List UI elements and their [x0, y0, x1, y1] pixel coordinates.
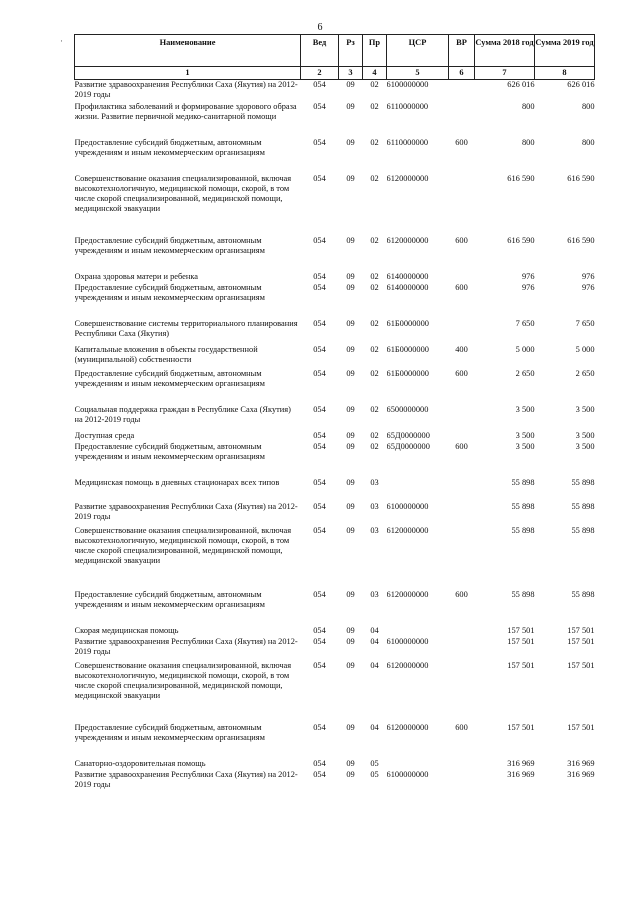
- cell-sum-2018: 7 650: [515, 318, 535, 328]
- cell-vr: [449, 759, 475, 770]
- cell-ved: 054: [313, 636, 326, 646]
- cell-name: Капитальные вложения в объекты государственной (муниципальной) собственности: [74, 344, 258, 364]
- cell-pr: 02: [370, 368, 379, 378]
- header-ved: Вед: [301, 35, 339, 67]
- cell-name: Санаторно-оздоровительная помощь: [74, 758, 206, 768]
- cell-rz: 09: [346, 137, 355, 147]
- cell-sum-2019: 976: [581, 282, 595, 292]
- cell-ved: 054: [313, 318, 326, 328]
- cell-rz: 09: [346, 525, 355, 535]
- cell-name: Предоставление субсидий бюджетным, автономным учреждениям и иным некоммерческим организациям: [74, 722, 265, 742]
- cell-vr: [449, 502, 475, 526]
- cell-sum-2018: 316 969: [507, 769, 535, 779]
- cell-rz: 09: [346, 368, 355, 378]
- cell-csr: 65Д0000000: [386, 430, 430, 440]
- cell-sum-2018: 616 590: [507, 173, 535, 183]
- cell-rz: 09: [346, 404, 355, 414]
- cell-ved: 054: [313, 525, 326, 535]
- cell-csr: 6100000000: [386, 501, 429, 511]
- header-num-7: 7: [475, 67, 535, 80]
- cell-sum-2018: 157 501: [507, 625, 535, 635]
- cell-sum-2018: 55 898: [511, 501, 535, 511]
- cell-sum-2019: 316 969: [567, 769, 595, 779]
- table-row: [75, 590, 595, 626]
- cell-vr: [449, 637, 475, 661]
- cell-vr: [449, 626, 475, 637]
- cell-ved: 054: [313, 173, 326, 183]
- cell-pr: 02: [370, 271, 379, 281]
- cell-rz: 09: [346, 758, 355, 768]
- cell-pr: 04: [370, 636, 379, 646]
- cell-csr: 6100000000: [386, 80, 429, 89]
- cell-csr: 6140000000: [386, 271, 429, 281]
- cell-pr: 02: [370, 441, 379, 451]
- cell-name: Предоставление субсидий бюджетным, автономным учреждениям и иным некоммерческим организациям: [74, 368, 265, 388]
- cell-sum-2019: 55 898: [571, 589, 595, 599]
- cell-pr: 02: [370, 235, 379, 245]
- cell-ved: 054: [313, 368, 326, 378]
- table-row: [75, 369, 595, 405]
- table-row: [75, 626, 595, 637]
- cell-rz: 09: [346, 318, 355, 328]
- cell-sum-2018: 800: [521, 101, 535, 111]
- cell-name: Развитие здравоохранения Республики Саха (Якутия) на 2012-2019 годы: [74, 769, 298, 789]
- budget-table: [74, 34, 595, 792]
- table-row: [75, 138, 595, 174]
- cell-sum-2018: 55 898: [511, 525, 535, 535]
- cell-ved: 054: [313, 137, 326, 147]
- cell-name: Предоставление субсидий бюджетным, автономным учреждениям и иным некоммерческим организациям: [74, 589, 265, 609]
- cell-ved: 054: [313, 758, 326, 768]
- cell-sum-2018: 157 501: [507, 636, 535, 646]
- cell-pr: 03: [370, 525, 379, 535]
- cell-name: Предоставление субсидий бюджетным, автономным учреждениям и иным некоммерческим организациям: [74, 441, 265, 461]
- cell-rz: 09: [346, 625, 355, 635]
- header-sum-2018: Сумма 2018 год: [475, 35, 535, 67]
- cell-csr: [387, 759, 449, 770]
- table-row: [75, 272, 595, 283]
- cell-ved: 054: [313, 235, 326, 245]
- cell-ved: 054: [313, 404, 326, 414]
- table-row: [75, 405, 595, 431]
- header-row: [75, 35, 595, 67]
- cell-pr: 02: [370, 137, 379, 147]
- cell-rz: 09: [346, 271, 355, 281]
- margin-mark: ·: [60, 36, 63, 46]
- cell-ved: 054: [313, 769, 326, 779]
- table-row: [75, 770, 595, 792]
- cell-sum-2018: 157 501: [507, 660, 535, 670]
- cell-sum-2018: 800: [521, 137, 535, 147]
- cell-sum-2019: 626 016: [567, 80, 595, 89]
- cell-name: Скорая медицинская помощь: [74, 625, 179, 635]
- cell-name: Медицинская помощь в дневных стационарах всех типов: [74, 477, 280, 487]
- cell-ved: 054: [313, 80, 326, 89]
- cell-sum-2018: 626 016: [507, 80, 535, 89]
- header-num-6: 6: [449, 67, 475, 80]
- header-name: Наименование: [75, 35, 301, 67]
- cell-rz: 09: [346, 344, 355, 354]
- cell-vr: [449, 319, 475, 345]
- header-num-2: 2: [301, 67, 339, 80]
- cell-sum-2018: 3 500: [515, 404, 535, 414]
- table-row: [75, 723, 595, 759]
- cell-csr: 6110000000: [386, 101, 429, 111]
- table-row: [75, 759, 595, 770]
- header-vr: ВР: [449, 35, 475, 67]
- cell-vr: [449, 478, 475, 502]
- cell-sum-2019: 157 501: [567, 636, 595, 646]
- cell-pr: 05: [370, 758, 379, 768]
- cell-rz: 09: [346, 477, 355, 487]
- cell-rz: 09: [346, 636, 355, 646]
- cell-sum-2019: 800: [581, 101, 595, 111]
- cell-pr: 02: [370, 344, 379, 354]
- cell-rz: 09: [346, 235, 355, 245]
- cell-ved: 054: [313, 589, 326, 599]
- cell-sum-2019: 55 898: [571, 501, 595, 511]
- cell-rz: 09: [346, 501, 355, 511]
- cell-pr: 02: [370, 173, 379, 183]
- cell-rz: 09: [346, 660, 355, 670]
- table-row: [75, 102, 595, 138]
- cell-vr: 600: [455, 589, 468, 599]
- cell-vr: [449, 770, 475, 792]
- cell-vr: [449, 431, 475, 442]
- cell-csr: 6120000000: [386, 525, 429, 535]
- cell-sum-2018: 3 500: [515, 441, 535, 451]
- cell-sum-2019: 316 969: [567, 758, 595, 768]
- table-row: [75, 661, 595, 723]
- cell-vr: [449, 405, 475, 431]
- cell-ved: 054: [313, 722, 326, 732]
- cell-vr: 600: [455, 722, 468, 732]
- cell-vr: [449, 102, 475, 138]
- cell-pr: 03: [370, 589, 379, 599]
- cell-vr: [449, 80, 475, 102]
- cell-ved: 054: [313, 344, 326, 354]
- cell-csr: 6120000000: [386, 589, 429, 599]
- cell-csr: 61Б0000000: [386, 318, 429, 328]
- header-csr: ЦСР: [387, 35, 449, 67]
- cell-csr: 65Д0000000: [386, 441, 430, 451]
- header-num-3: 3: [339, 67, 363, 80]
- cell-sum-2018: 55 898: [511, 477, 535, 487]
- cell-vr: 600: [455, 368, 468, 378]
- cell-rz: 09: [346, 589, 355, 599]
- table-row: [75, 502, 595, 526]
- cell-csr: 61Б0000000: [386, 368, 429, 378]
- cell-pr: 05: [370, 769, 379, 779]
- cell-sum-2018: 616 590: [507, 235, 535, 245]
- cell-sum-2019: 800: [581, 137, 595, 147]
- cell-csr: 6100000000: [386, 769, 429, 779]
- header-number-row: [75, 67, 595, 80]
- cell-sum-2019: 7 650: [575, 318, 595, 328]
- cell-vr: 600: [455, 235, 468, 245]
- cell-csr: 6120000000: [386, 660, 429, 670]
- cell-rz: 09: [346, 722, 355, 732]
- cell-pr: 04: [370, 625, 379, 635]
- cell-name: Предоставление субсидий бюджетным, автономным учреждениям и иным некоммерческим организациям: [74, 282, 265, 302]
- cell-ved: 054: [313, 660, 326, 670]
- cell-pr: 03: [370, 501, 379, 511]
- cell-csr: 6110000000: [386, 137, 429, 147]
- cell-rz: 09: [346, 173, 355, 183]
- cell-csr: 6120000000: [386, 235, 429, 245]
- cell-vr: [449, 661, 475, 723]
- cell-sum-2018: 55 898: [511, 589, 535, 599]
- cell-csr: 6120000000: [386, 173, 429, 183]
- cell-sum-2019: 3 500: [575, 430, 595, 440]
- cell-pr: 02: [370, 101, 379, 111]
- cell-rz: 09: [346, 282, 355, 292]
- cell-name: Социальная поддержка граждан в Республике Саха (Якутия) на 2012-2019 годы: [74, 404, 291, 424]
- cell-name: Совершенствование оказания специализированной, включая высокотехнологичную, медицинской помощи, скорой, в том числе скорой специализированной, медицинской помощи, медицинской эвакуации: [74, 660, 292, 700]
- page-number: 6: [317, 22, 323, 33]
- cell-sum-2019: 3 500: [575, 404, 595, 414]
- table-row: [75, 236, 595, 272]
- cell-name: Развитие здравоохранения Республики Саха (Якутия) на 2012-2019 годы: [74, 80, 298, 99]
- header-num-1: 1: [75, 67, 301, 80]
- cell-sum-2019: 616 590: [567, 235, 595, 245]
- table-row: [75, 174, 595, 236]
- header-num-5: 5: [387, 67, 449, 80]
- cell-ved: 054: [313, 441, 326, 451]
- cell-sum-2019: 616 590: [567, 173, 595, 183]
- cell-csr: 6140000000: [386, 282, 429, 292]
- cell-name: Совершенствование оказания специализированной, включая высокотехнологичную, медицинской помощи, скорой, в том числе скорой специализированной, медицинской помощи, медицинской эвакуации: [74, 173, 292, 213]
- table-row: [75, 80, 595, 102]
- table-row: [75, 431, 595, 442]
- cell-sum-2019: 157 501: [567, 660, 595, 670]
- header-sum-2019: Сумма 2019 год: [535, 35, 595, 67]
- cell-sum-2018: 2 650: [515, 368, 535, 378]
- table-body: [75, 80, 595, 792]
- cell-sum-2018: 976: [521, 271, 535, 281]
- cell-csr: 6120000000: [386, 722, 429, 732]
- cell-vr: 600: [455, 282, 468, 292]
- cell-ved: 054: [313, 101, 326, 111]
- cell-pr: 02: [370, 404, 379, 414]
- cell-pr: 04: [370, 722, 379, 732]
- cell-ved: 054: [313, 282, 326, 292]
- cell-name: Охрана здоровья матери и ребенка: [74, 271, 199, 281]
- cell-vr: [449, 272, 475, 283]
- table-row: [75, 442, 595, 478]
- table-row: [75, 478, 595, 502]
- cell-csr: 61Б0000000: [386, 344, 429, 354]
- cell-sum-2018: 3 500: [515, 430, 535, 440]
- header-num-8: 8: [535, 67, 595, 80]
- cell-sum-2019: 157 501: [567, 722, 595, 732]
- cell-ved: 054: [313, 501, 326, 511]
- cell-rz: 09: [346, 441, 355, 451]
- table-row: [75, 526, 595, 590]
- cell-vr: 400: [455, 344, 468, 354]
- cell-name: Совершенствование системы территориального планирования Республики Саха (Якутия): [74, 318, 298, 338]
- cell-sum-2019: 976: [581, 271, 595, 281]
- cell-name: Доступная среда: [74, 430, 135, 440]
- cell-rz: 09: [346, 101, 355, 111]
- cell-rz: 09: [346, 769, 355, 779]
- cell-csr: 6100000000: [386, 636, 429, 646]
- cell-pr: 02: [370, 282, 379, 292]
- cell-pr: 04: [370, 660, 379, 670]
- cell-rz: 09: [346, 430, 355, 440]
- cell-name: Предоставление субсидий бюджетным, автономным учреждениям и иным некоммерческим организациям: [74, 137, 265, 157]
- cell-sum-2019: 3 500: [575, 441, 595, 451]
- cell-ved: 054: [313, 271, 326, 281]
- cell-sum-2018: 316 969: [507, 758, 535, 768]
- cell-sum-2019: 157 501: [567, 625, 595, 635]
- table-row: [75, 637, 595, 661]
- cell-pr: 02: [370, 318, 379, 328]
- table-row: [75, 345, 595, 369]
- cell-vr: [449, 526, 475, 590]
- cell-sum-2018: 157 501: [507, 722, 535, 732]
- cell-pr: 02: [370, 80, 379, 89]
- cell-vr: 600: [455, 137, 468, 147]
- cell-ved: 054: [313, 477, 326, 487]
- cell-name: Развитие здравоохранения Республики Саха (Якутия) на 2012-2019 годы: [74, 636, 298, 656]
- cell-sum-2019: 2 650: [575, 368, 595, 378]
- cell-vr: 600: [455, 441, 468, 451]
- cell-name: Предоставление субсидий бюджетным, автономным учреждениям и иным некоммерческим организациям: [74, 235, 265, 255]
- cell-csr: [387, 478, 449, 502]
- table-row: [75, 283, 595, 319]
- cell-csr: 6500000000: [386, 404, 429, 414]
- cell-name: Совершенствование оказания специализированной, включая высокотехнологичную, медицинской помощи, скорой, в том числе скорой специализированной, медицинской помощи, медицинской эвакуации: [74, 525, 292, 565]
- cell-name: Профилактика заболеваний и формирование здорового образа жизни. Развитие первичной медико-санитарной помощи: [74, 101, 297, 121]
- cell-sum-2019: 55 898: [571, 477, 595, 487]
- header-pr: Пр: [363, 35, 387, 67]
- cell-csr: [387, 626, 449, 637]
- cell-pr: 03: [370, 477, 379, 487]
- header-num-4: 4: [363, 67, 387, 80]
- cell-sum-2018: 976: [521, 282, 535, 292]
- cell-sum-2018: 5 000: [515, 344, 535, 354]
- cell-ved: 054: [313, 625, 326, 635]
- header-rz: Рз: [339, 35, 363, 67]
- cell-name: Развитие здравоохранения Республики Саха (Якутия) на 2012-2019 годы: [74, 501, 298, 521]
- cell-ved: 054: [313, 430, 326, 440]
- cell-sum-2019: 55 898: [571, 525, 595, 535]
- cell-pr: 02: [370, 430, 379, 440]
- table-row: [75, 319, 595, 345]
- cell-sum-2019: 5 000: [575, 344, 595, 354]
- cell-rz: 09: [346, 80, 355, 89]
- cell-vr: [449, 174, 475, 236]
